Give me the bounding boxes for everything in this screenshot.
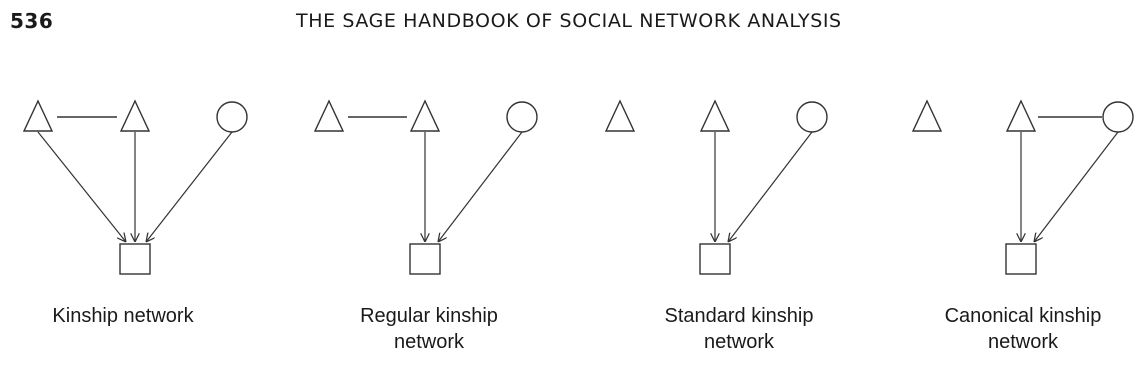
circle-node: [217, 102, 247, 132]
triangle-node: [1007, 101, 1035, 131]
square-node: [1006, 244, 1036, 274]
square-node: [410, 244, 440, 274]
panel-regular-kinship-network: [315, 101, 537, 274]
running-head: THE SAGE HANDBOOK OF SOCIAL NETWORK ANALYSIS: [296, 10, 842, 32]
triangle-node: [913, 101, 941, 131]
circle-node: [507, 102, 537, 132]
circle-node: [797, 102, 827, 132]
triangle-node: [121, 101, 149, 131]
arrow-edge: [438, 132, 522, 242]
arrow-edge: [728, 132, 812, 242]
square-node: [120, 244, 150, 274]
caption-regular-kinship-network: [309, 303, 549, 355]
caption-canonical-kinship-network: [903, 303, 1143, 355]
caption-kinship-network: [3, 303, 243, 329]
page-number: 536: [10, 9, 54, 33]
panel-kinship-network: [24, 101, 247, 274]
caption-line: Kinship network: [52, 305, 194, 327]
square-node: [700, 244, 730, 274]
caption-line: Regular kinship: [360, 305, 498, 327]
arrow-edge: [38, 132, 126, 242]
triangle-node: [606, 101, 634, 131]
caption-line: network: [703, 331, 775, 353]
caption-standard-kinship-network: [619, 303, 859, 355]
caption-line: network: [393, 331, 465, 353]
caption-line: Standard kinship: [664, 305, 814, 327]
triangle-node: [315, 101, 343, 131]
triangle-node: [24, 101, 52, 131]
panel-canonical-kinship-network: [913, 101, 1133, 274]
panel-standard-kinship-network: [606, 101, 827, 274]
arrow-edge: [146, 132, 232, 242]
caption-line: Canonical kinship: [944, 305, 1102, 327]
caption-line: network: [987, 331, 1059, 353]
triangle-node: [701, 101, 729, 131]
circle-node: [1103, 102, 1133, 132]
arrow-edge: [1034, 132, 1118, 242]
triangle-node: [411, 101, 439, 131]
